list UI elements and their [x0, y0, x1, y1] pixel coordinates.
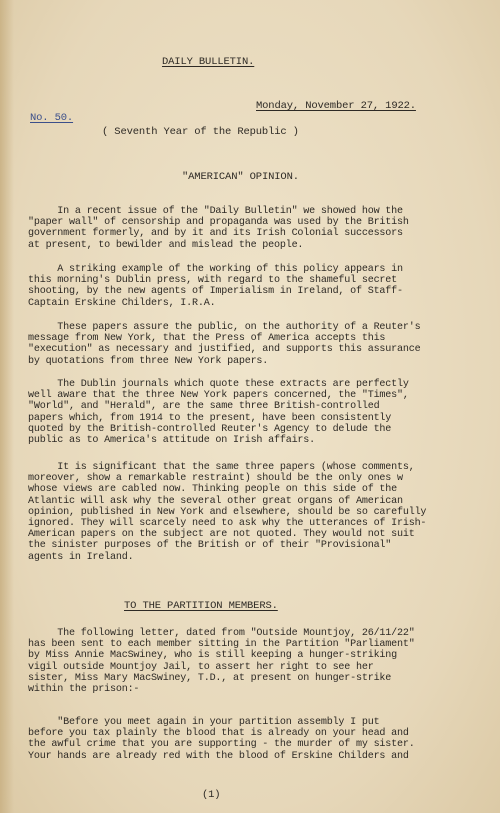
- text-line: Your hands are already red with the blood of Erskine Childers and: [28, 750, 409, 762]
- section-heading-partition-members: TO THE PARTITION MEMBERS.: [124, 600, 278, 612]
- text-line: A striking example of the working of this policy appears in: [28, 264, 403, 275]
- text-line: "execution" as necessary and justified, and supports this assurance: [28, 344, 421, 356]
- text-line: at present, to bewilder and mislead the people.: [28, 239, 304, 251]
- text-line: "Before you meet again in your partition assembly I put: [28, 717, 380, 728]
- paragraph-5: [28, 462, 426, 563]
- text-line: It is significant that the same three papers (whose comments,: [28, 462, 415, 473]
- section-heading-american-opinion: "AMERICAN" OPINION.: [182, 171, 299, 183]
- text-line: message from New York, that the Press of America accepts this: [28, 333, 386, 345]
- text-line: Captain Erskine Childers, I.R.A.: [28, 297, 216, 309]
- text-line: papers which, from 1914 to the present, have been consistently: [28, 412, 392, 424]
- text-line: Atlantic will ask why the several other great organs of American: [28, 495, 403, 507]
- text-line: The following letter, dated from "Outside Mountjoy, 26/11/22": [28, 628, 415, 639]
- issue-subtitle: ( Seventh Year of the Republic ): [102, 126, 299, 138]
- text-line: the awful crime that you are supporting - the murder of my sister.: [28, 739, 415, 751]
- text-line: The Dublin journals which quote these extracts are perfectly: [28, 379, 409, 390]
- paragraph-1: [28, 206, 409, 251]
- text-line: These papers assure the public, on the authority of a Reuter's: [28, 322, 421, 333]
- text-line: whose views are cabled now. Thinking people on this side of the: [28, 484, 398, 496]
- paragraph-6: [28, 628, 415, 695]
- paper-stain: [0, 0, 14, 813]
- bulletin-title: DAILY BULLETIN.: [162, 56, 255, 68]
- paragraph-4: [28, 379, 409, 446]
- text-line: well aware that the three New York papers concerned, the "Times",: [28, 390, 409, 402]
- text-line: shooting, by the new agents of Imperialism in Ireland, of Staff-: [28, 286, 403, 298]
- text-line: has been sent to each member sitting in the Partition "Parliament": [28, 639, 415, 651]
- text-line: vigil outside Mountjoy Jail, to assert her right to see her: [28, 661, 374, 673]
- text-line: public as to America's attitude on Irish affairs.: [28, 435, 316, 447]
- text-line: moreover, show a remarkable restraint) should be the only ones w: [28, 473, 403, 485]
- text-line: before you tax plainly the blood that is already on your head and: [28, 728, 409, 740]
- issue-date: Monday, November 27, 1922.: [256, 100, 416, 112]
- text-line: sister, Miss Mary MacSwiney, T.D., at present on hunger-strike: [28, 672, 392, 684]
- text-line: by Miss Annie MacSwiney, who is still keeping a hunger-striking: [28, 650, 398, 662]
- text-line: American papers on the subject are not quoted. They would not suit: [28, 529, 415, 541]
- text-line: within the prison:-: [28, 684, 140, 696]
- text-line: this morning's Dublin press, with regard to the shameful secret: [28, 275, 398, 287]
- text-line: ignored. They will scarcely need to ask why the utterances of Irish-: [28, 518, 427, 530]
- text-line: opinion, published in New York and elsewhere, should be so carefully: [28, 506, 427, 518]
- text-line: by quotations from three New York papers.: [28, 355, 269, 367]
- text-line: agents in Ireland.: [28, 551, 134, 563]
- text-line: "paper wall" of censorship and propaganda was used by the British: [28, 217, 409, 229]
- text-line: In a recent issue of the "Daily Bulletin" we showed how the: [28, 206, 403, 217]
- text-line: "World", and "Herald", are the same three British-controlled: [28, 401, 380, 413]
- issue-number: No. 50.: [30, 112, 74, 124]
- paragraph-2: [28, 264, 403, 309]
- page-number: (1): [202, 789, 221, 801]
- paragraph-3: [28, 322, 420, 367]
- paragraph-7: [28, 717, 415, 762]
- text-line: quoted by the British-controlled Reuter's Agency to delude the: [28, 423, 392, 435]
- text-line: government formerly, and by it and its Irish Colonial successors: [28, 228, 403, 240]
- text-line: the sinister purposes of the British or of their "Provisional": [28, 540, 392, 552]
